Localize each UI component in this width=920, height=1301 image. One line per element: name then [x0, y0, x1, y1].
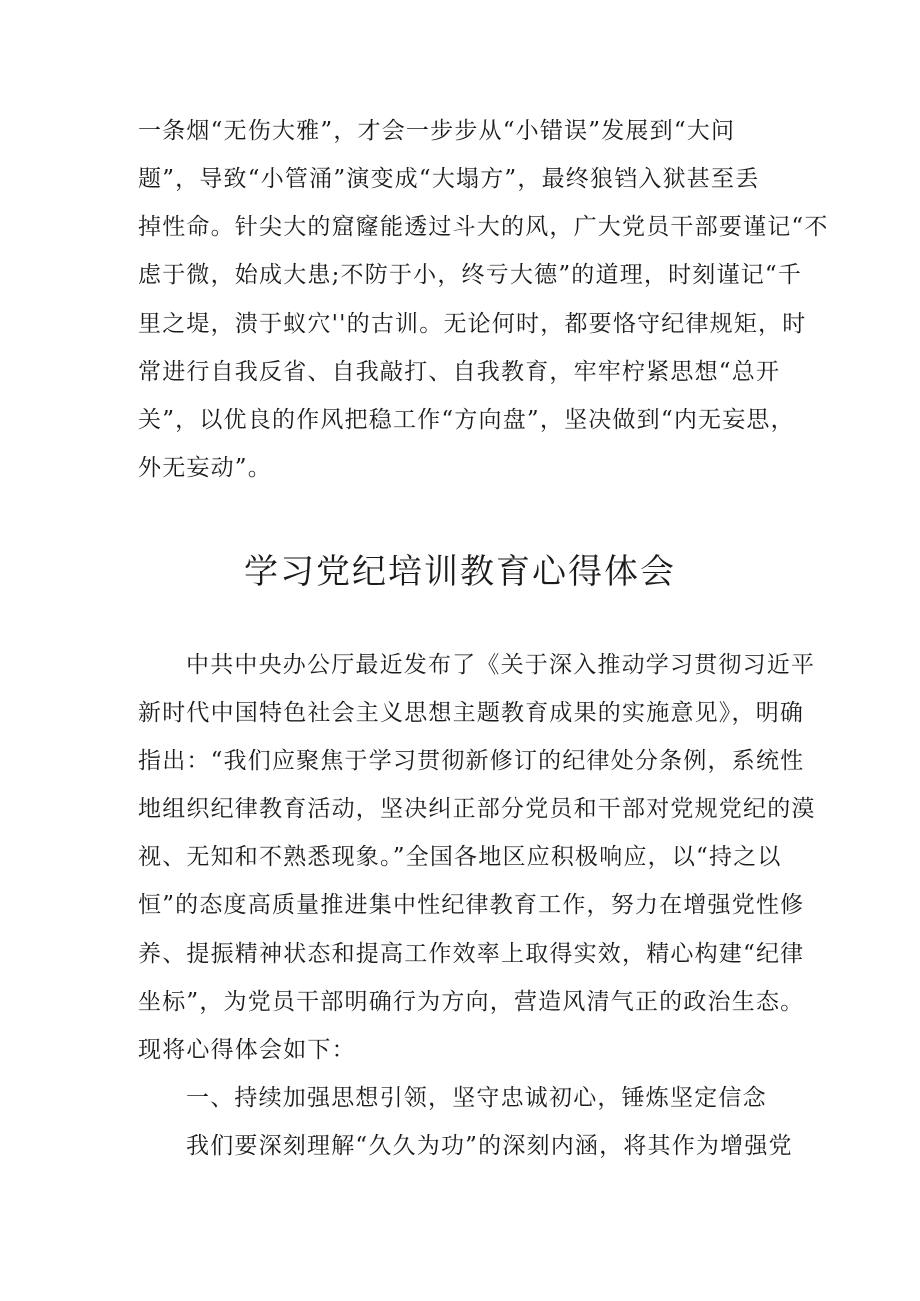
section-heading: 一、持续加强思想引领，坚守忠诚初心，锤炼坚定信念	[186, 1085, 767, 1111]
document-title: 学习党纪培训教育心得体会	[244, 552, 676, 592]
paragraph-line: 中共中央办公厅最近发布了《关于深入推动学习贯彻习近平	[186, 652, 816, 678]
paragraph-line: 指出：“我们应聚焦于学习贯彻新修订的纪律处分条例，系统性	[138, 748, 805, 774]
paragraph-line: 新时代中国特色社会主义思想主题教育成果的实施意见》，明确	[138, 700, 805, 726]
paragraph-line: 视、无知和不熟悉现象。”全国各地区应积极响应，以“持之以	[138, 844, 782, 870]
paragraph-line: 外无妄动”。	[138, 455, 272, 481]
paragraph-line: 虑于微，始成大患;不防于小，终亏大德”的道理，时刻谨记“千	[138, 262, 803, 288]
paragraph-line: 一条烟“无伤大雅”，才会一步步从“小错误”发展到“大问	[138, 118, 736, 144]
paragraph-line: 现将心得体会如下：	[138, 1037, 356, 1063]
paragraph-line: 关”，以优良的作风把稳工作“方向盘”，坚决做到“内无妄思，	[138, 407, 795, 433]
paragraph-line: 恒”的态度高质量推进集中性纪律教育工作，努力在增强党性修	[138, 892, 805, 918]
paragraph-line: 常进行自我反省、自我敲打、自我教育，牢牢柠紧思想“总开	[138, 359, 781, 385]
paragraph-line: 坐标”，为党员干部明确行为方向，营造风清气正的政治生态。	[138, 989, 805, 1015]
paragraph-line: 地组织纪律教育活动，坚决纠正部分党员和干部对党规党纪的漠	[138, 796, 816, 822]
paragraph-line: 里之堤，溃于蚁穴''的古训。无论何时，都要恪守纪律规矩，时	[138, 311, 807, 337]
paragraph-line: 我们要深刻理解“久久为功”的深刻内涵，将其作为增强党	[186, 1133, 793, 1159]
paragraph-line: 题”，导致“小管涌”演变成“大塌方”，最终狼铛入狱甚至丢	[138, 166, 760, 192]
paragraph-line: 掉性命。针尖大的窟窿能透过斗大的风，广大党员干部要谨记“不	[138, 214, 829, 240]
paragraph-line: 养、提振精神状态和提高工作效率上取得实效，精心构建“纪律	[138, 941, 805, 967]
